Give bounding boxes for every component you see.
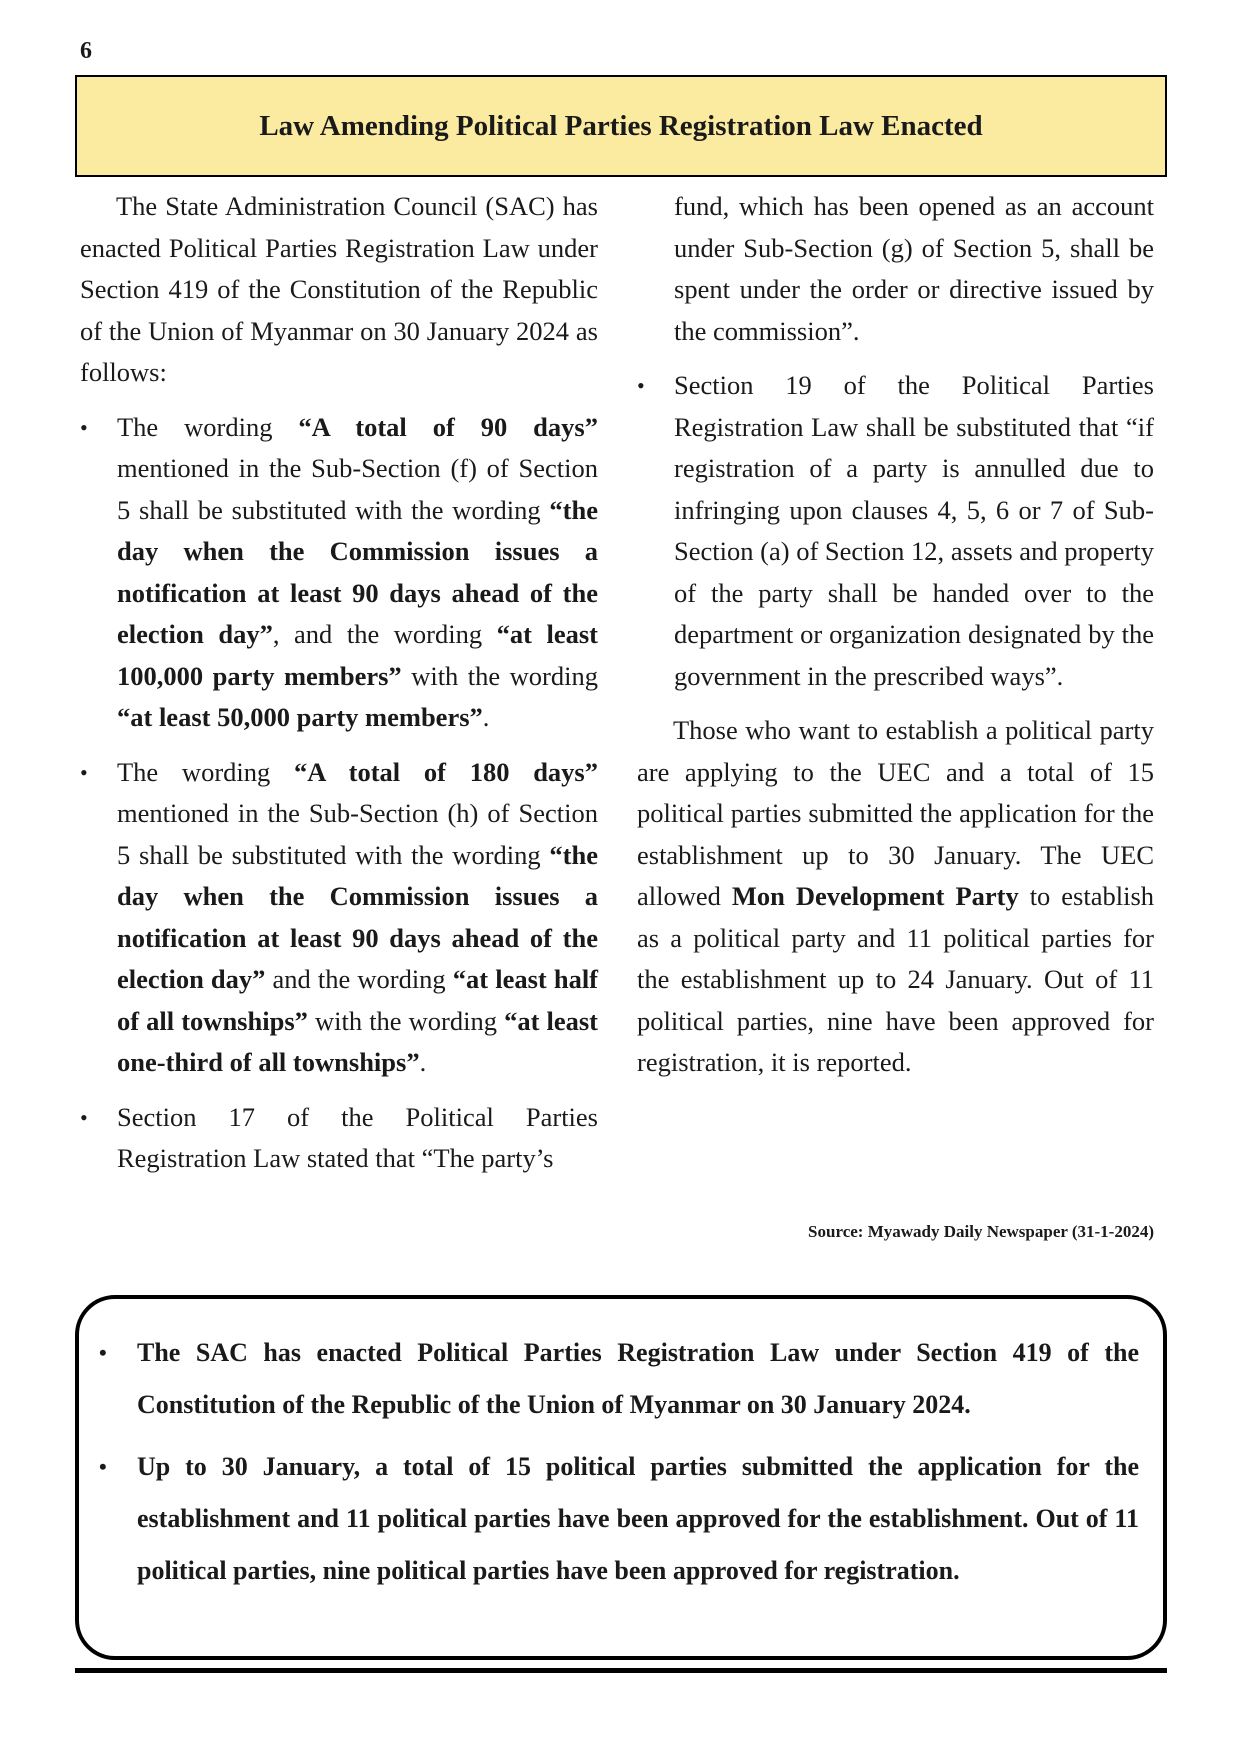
bullet-text: . <box>482 702 490 732</box>
closing-paragraph <box>637 710 1154 1084</box>
bullet-text: , and the wording <box>272 619 497 649</box>
bullet-text: Section 17 of the Political Parties Registration Law stated that “The party’s <box>117 1101 598 1173</box>
amendment-list-continued <box>637 186 1154 697</box>
bullet-text: . <box>419 1047 427 1077</box>
bullet-quote: “at least 100,000 party members” <box>117 619 599 691</box>
bullet-item-section-17-continued <box>637 186 1154 352</box>
page-number: 6 <box>80 38 92 64</box>
bullet-quote: “at least one-third of all townships” <box>117 1005 599 1077</box>
bullet-quote: “the day when the Commission issues a notification at least 90 days ahead of the election day” <box>117 839 598 994</box>
bullet-item-section-19 <box>637 365 1154 697</box>
title-banner <box>75 75 1167 177</box>
bullet-item-section-17 <box>80 1097 598 1180</box>
bullet-quote: “at least 50,000 party members” <box>117 702 483 732</box>
summary-item: • The SAC has enacted Political Parties Registration Law under Section 419 of the Constitution of the Republic of the Union of Myanmar on 30 January 2024. <box>99 1327 1139 1431</box>
bullet-quote: “at least half of all townships” <box>117 964 599 1036</box>
bullet-text: with the wording <box>401 660 598 691</box>
intro-paragraph: The State Administration Council (SAC) has enacted Political Parties Registration Law under Section 419 of the Constitution of the Republic of the Union of Myanmar on 30 January 2024 as follows: <box>80 191 598 387</box>
bullet-text: fund, which has been opened as an account under Sub-Section (g) of Section 5, shall be spent under the order or directive issued by the commission”. <box>674 191 1154 346</box>
right-column <box>637 186 1154 1084</box>
bullet-text: The wording <box>117 756 294 787</box>
bullet-text: The wording <box>117 411 299 442</box>
closing-text: Those who want to establish a political party are applying to the UEC and a total of 15 political parties submitted the application for the establishment up to 30 January. The UEC allowed <box>637 715 1154 911</box>
closing-text: to establish as a political party and 11 political parties for the establishment up to 24 January. Out of 11 political parties, nine have been approved for registration, it is reported. <box>637 881 1155 1077</box>
bullet-quote: “A total of 180 days” <box>294 756 598 787</box>
summary-list <box>99 1327 1139 1597</box>
bullet-item-180-days <box>80 752 598 1084</box>
party-name: Mon Development Party <box>731 881 1019 911</box>
bullet-text: with the wording <box>307 1005 505 1036</box>
bottom-divider <box>75 1668 1167 1673</box>
summary-box <box>75 1295 1167 1660</box>
bullet-text: mentioned in the Sub-Section (f) of Section 5 shall be substituted with the wording <box>117 453 598 525</box>
amendment-list <box>80 407 598 1180</box>
bullet-text: Section 19 of the Political Parties Registration Law shall be substituted that “if registration of a party is annulled due to infringing upon clauses 4, 5, 6 or 7 of Sub-Section (a) of Section 12, assets and property of the party shall be handed over to the department or organization designated by the government in the prescribed ways”. <box>674 370 1154 691</box>
summary-item: • Up to 30 January, a total of 15 political parties submitted the application for the establishment and 11 political parties have been approved for the establishment. Out of 11 political parties, nine political parties have been approved for registration. <box>99 1441 1139 1597</box>
bullet-text: mentioned in the Sub-Section (h) of Section 5 shall be substituted with the wording <box>117 798 598 870</box>
bullet-quote: “the day when the Commission issues a notification at least 90 days ahead of the election day” <box>117 494 598 649</box>
left-column <box>80 186 598 1180</box>
source-citation: Source: Myawady Daily Newspaper (31-1-2024) <box>808 1222 1154 1241</box>
bullet-text: and the wording <box>265 964 453 994</box>
bullet-quote: “A total of 90 days” <box>298 411 598 442</box>
article-title: Law Amending Political Parties Registration Law Enacted <box>259 109 983 142</box>
bullet-item-90-days <box>80 407 598 739</box>
